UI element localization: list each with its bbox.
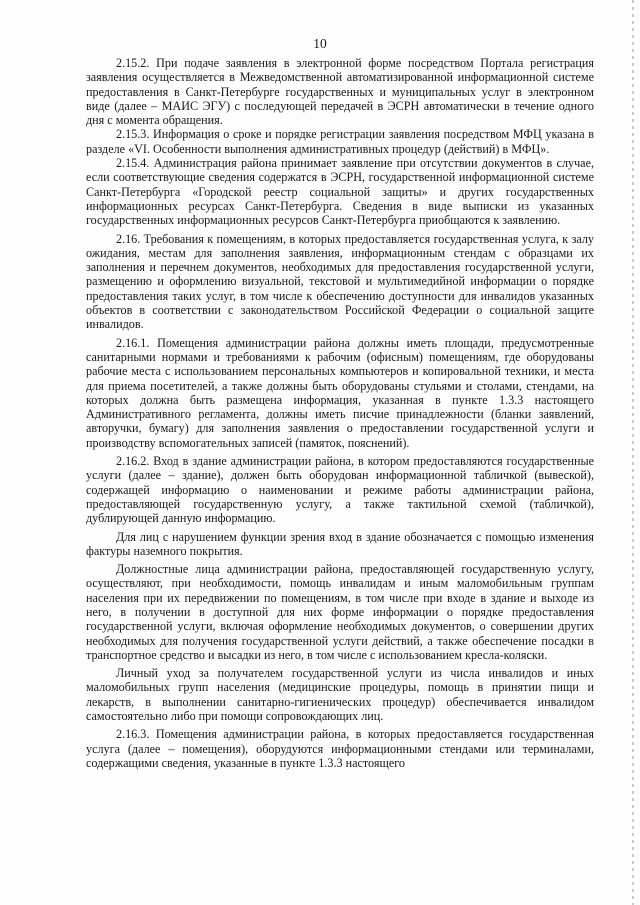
document-body [86, 56, 594, 770]
scan-edge-artifact [632, 0, 634, 905]
paragraph-2-15-2: 2.15.2. При подаче заявления в электронной форме посредством Портала регистрация заявления осуществляется в Межведомственной автоматизированной информационной системе предоставления в Санкт-Петербурге государственных и муниципальных услуг в электронном виде (далее – МАИС ЭГУ) с последующей передачей в ЭСРН автоматически в течение одного дня с момента обращения. [86, 56, 594, 128]
paragraph-personal-care: Личный уход за получателем государственной услуги из числа инвалидов и иных маломобильных групп населения (медицинские процедуры, помощь в принятии пищи и лекарств, в выполнении санитарно-гигиенических процедур) обеспечивается инвалидом самостоятельно либо при помощи сопровождающих лиц. [86, 666, 594, 724]
paragraph-2-16: 2.16. Требования к помещениям, в которых предоставляется государственная услуга, к залу ожидания, местам для заполнения заявления, информационным стендам с образцами их заполнения и перечнем документов, необходимых для предоставления государственной услуги, размещению и оформлению визуальной, текстовой и мультимедийной информации о порядке предоставления таких услуг, в том числе к обеспечению доступности для инвалидов указанных объектов в соответствии с законодательством Российской Федерации о социальной защите инвалидов. [86, 231, 594, 332]
paragraph-officials-assistance: Должностные лица администрации района, предоставляющей государственную услугу, осуществляют, при необходимости, помощь инвалидам и иным маломобильным группам населения при их передвижении по помещениям, в том числе при входе в здание и выходе из него, в получении в доступной для них форме информации о порядке предоставления государственной услуги, включая оформление необходимых документов, о совершении других необходимых для получения государственной услуги действий, а также обеспечение посадки в транспортное средство и высадки из него, в том числе с использованием кресла-коляски. [86, 562, 594, 662]
page-number: 10 [313, 36, 327, 51]
paragraph-2-16-2: 2.16.2. Вход в здание администрации района, в котором предоставляются государственные услуги (далее – здание), должен быть оборудован информационной табличкой (вывеской), содержащей информацию о наименовании и режиме работы администрации района, предоставляющей государственную услугу, а также тактильной схемой (табличкой), дублирующей данную информацию. [86, 454, 594, 526]
paragraph-2-16-3: 2.16.3. Помещения администрации района, в которых предоставляется государственная услуга (далее – помещения), оборудуются информационными стендами или терминалами, содержащими сведения, указанные в пункте 1.3.3 настоящего [86, 727, 594, 770]
paragraph-2-15-4: 2.15.4. Администрация района принимает заявление при отсутствии документов в случае, если соответствующие сведения содержатся в ЭСРН, государственной информационной системе Санкт-Петербурга «Городской реестр социальной защиты» и других государственных информационных ресурсах Санкт-Петербурга. Сведения в виде выписки из указанных государственных информационных ресурсов Санкт-Петербурга приобщаются к заявлению. [86, 156, 594, 228]
paragraph-visual-impairment: Для лиц с нарушением функции зрения вход в здание обозначается с помощью изменения фактуры наземного покрытия. [86, 529, 594, 558]
paragraph-2-16-1: 2.16.1. Помещения администрации района должны иметь площади, предусмотренные санитарными нормами и требованиями к рабочим (офисным) помещениям, где оборудованы рабочие места с использованием персональных компьютеров и копировальной техники, и места для приема посетителей, а также должны быть оборудованы стульями и столами, стендами, на которых должна быть размещена информация, указанная в пункте 1.3.3 настоящего Административного регламента, должны иметь писчие принадлежности (бланки заявлений, авторучки, бумагу) для заполнения заявления о предоставлении государственной услуги и производству вспомогательных записей (памяток, пояснений). [86, 335, 594, 450]
paragraph-2-15-3: 2.15.3. Информация о сроке и порядке регистрации заявления посредством МФЦ указана в разделе «VI. Особенности выполнения административных процедур (действий) в МФЦ». [86, 127, 594, 156]
